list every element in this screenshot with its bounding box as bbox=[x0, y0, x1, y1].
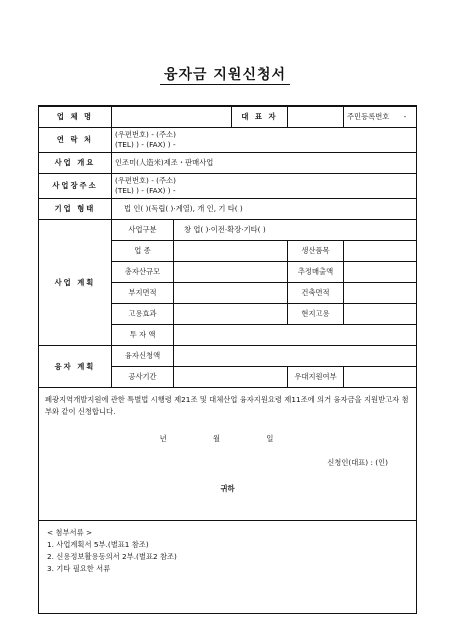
company-name-field[interactable] bbox=[112, 106, 232, 128]
biz-type-options[interactable]: 창 업( )·이전·확장·기타( ) bbox=[174, 220, 417, 241]
biz-type-label: 사업구분 bbox=[112, 220, 174, 241]
company-name-label: 업 체 명 bbox=[39, 106, 112, 128]
pledge-text: 폐광지역개발지원에 관한 특별법 시행령 제21조 및 대체산업 융자지원요령 제11조에 의거 융자금을 지원받고자 첨부와 같이 신청합니다. bbox=[45, 395, 409, 416]
date-line[interactable]: 년 월 일 bbox=[159, 434, 296, 443]
employment-effect-field[interactable] bbox=[174, 304, 288, 325]
loan-amount-label: 융자신청액 bbox=[112, 346, 174, 367]
document-title: 융자금 지원신청서 bbox=[0, 64, 450, 84]
resident-no-dash: - bbox=[403, 112, 407, 121]
product-field[interactable] bbox=[344, 241, 417, 262]
total-assets-label: 총자산규모 bbox=[112, 262, 174, 283]
attachment-item: 2. 신용정보활용동의서 2부.(별표2 참조) bbox=[47, 552, 177, 561]
biz-summary-value: 인조미(人造米)제조・판매사업 bbox=[112, 153, 417, 174]
biz-plan-label: 사업 계획 bbox=[39, 220, 112, 346]
est-sales-field[interactable] bbox=[344, 262, 417, 283]
preferential-support-label: 우대지원여부 bbox=[288, 367, 344, 388]
loan-plan-label: 융자 계획 bbox=[39, 346, 112, 388]
pledge-section bbox=[39, 388, 417, 521]
applicant-signature-line[interactable]: 신청인(대표) : (인) bbox=[327, 458, 388, 467]
investment-field[interactable] bbox=[174, 325, 417, 346]
company-type-label: 기업 형태 bbox=[39, 199, 112, 220]
resident-no-label: 주민등록번호 bbox=[347, 112, 390, 121]
contact-address-line: (우편번호) - (주소) bbox=[115, 130, 176, 139]
industry-label: 업 종 bbox=[112, 241, 174, 262]
biz-location-label: 사업장주소 bbox=[39, 174, 112, 199]
employment-effect-label: 고용효과 bbox=[112, 304, 174, 325]
application-form-table bbox=[38, 105, 417, 614]
loan-amount-field[interactable] bbox=[174, 346, 417, 367]
product-label: 생산품목 bbox=[288, 241, 344, 262]
representative-field[interactable] bbox=[288, 106, 344, 128]
biz-summary-label: 사업 개요 bbox=[39, 153, 112, 174]
preferential-support-field[interactable] bbox=[344, 367, 417, 388]
construction-period-label: 공사기간 bbox=[112, 367, 174, 388]
est-sales-label: 추정매출액 bbox=[288, 262, 344, 283]
land-area-field[interactable] bbox=[174, 283, 288, 304]
construction-period-field[interactable] bbox=[174, 367, 288, 388]
attachment-item: 1. 사업계획서 5부.(별표1 참조) bbox=[47, 540, 149, 549]
building-area-field[interactable] bbox=[344, 283, 417, 304]
location-address-line: (우편번호) - (주소) bbox=[115, 176, 176, 185]
contact-label: 연 락 처 bbox=[39, 128, 112, 153]
local-hiring-field[interactable] bbox=[344, 304, 417, 325]
recipient-line: 귀하 bbox=[220, 484, 235, 493]
biz-location-field[interactable] bbox=[112, 174, 417, 199]
local-hiring-label: 현지고용 bbox=[288, 304, 344, 325]
investment-label: 투 자 액 bbox=[112, 325, 174, 346]
location-phone-line: (TEL) ) - (FAX) ) - bbox=[115, 186, 176, 195]
resident-no-cell[interactable] bbox=[344, 106, 417, 128]
total-assets-field[interactable] bbox=[174, 262, 288, 283]
attachment-item: 3. 기타 필요한 서류 bbox=[47, 564, 111, 573]
contact-phone-line: (TEL) ) - (FAX) ) - bbox=[115, 140, 176, 149]
representative-label: 대 표 자 bbox=[232, 106, 288, 128]
company-type-options[interactable]: 법 인( )(독립( )·계열), 개 인, 기 타( ) bbox=[112, 199, 417, 220]
attachments-header: < 첨부서류 > bbox=[47, 528, 93, 537]
industry-field[interactable] bbox=[174, 241, 288, 262]
land-area-label: 부지면적 bbox=[112, 283, 174, 304]
contact-field[interactable] bbox=[112, 128, 417, 153]
building-area-label: 건축면적 bbox=[288, 283, 344, 304]
attachments-section bbox=[39, 521, 417, 614]
